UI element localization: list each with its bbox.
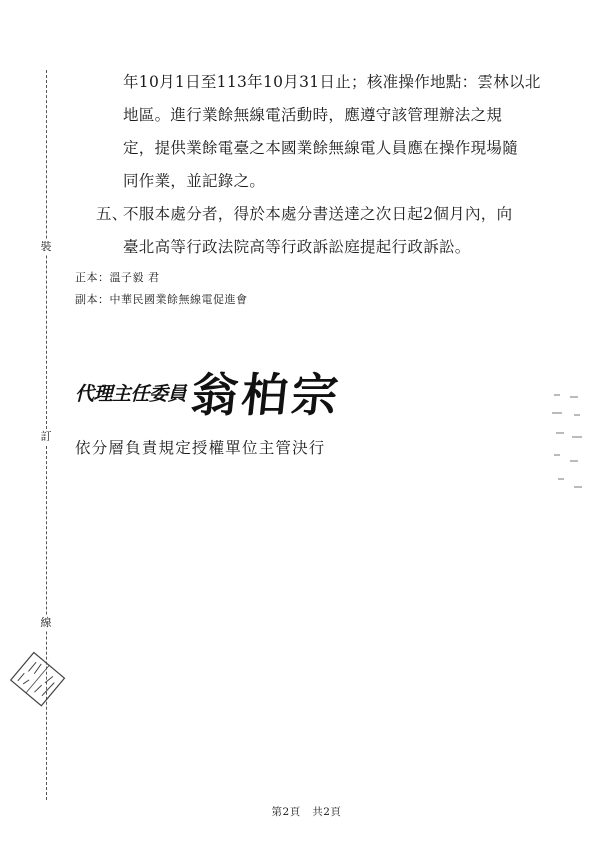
signature-block xyxy=(75,352,345,432)
signatory-name: 翁柏宗 xyxy=(188,368,345,422)
decision-body xyxy=(96,66,566,264)
received-stamp xyxy=(4,644,75,714)
page-footer xyxy=(0,804,613,819)
body-line: 不服本處分者，得於本處分書送達之次日起2個月內，向 xyxy=(123,205,513,223)
body-line: 地區。進行業餘無線電活動時，應遵守該管理辦法之規 xyxy=(123,106,503,124)
body-line: 定，提供業餘電臺之本國業餘無線電人員應在操作現場隨 xyxy=(123,139,519,157)
body-line: 年10月1日至113年10月31日止；核准操作地點：雲林以北 xyxy=(123,73,541,91)
binding-char-zhuang: 裝 xyxy=(38,240,54,254)
original-recipient: 正本：溫子毅 君 xyxy=(75,271,160,284)
page-number: 第2頁 xyxy=(271,806,301,818)
binding-char-ding: 訂 xyxy=(38,430,54,444)
body-line: 同作業，並記錄之。 xyxy=(123,172,266,190)
item-five-text xyxy=(123,198,512,264)
item-five xyxy=(96,198,566,264)
body-line: 臺北高等行政法院高等行政訴訟庭提起行政訴訟。 xyxy=(123,238,471,256)
page-total: 共2頁 xyxy=(312,806,342,818)
item-number: 五、 xyxy=(96,205,128,223)
delegation-note: 依分層負責規定授權單位主管決行 xyxy=(75,439,326,457)
copy-recipient: 副本：中華民國業餘無線電促進會 xyxy=(75,293,248,306)
signatory-title: 代理主任委員 xyxy=(75,382,187,405)
scan-artifact-marks xyxy=(550,390,590,500)
binding-char-xian: 線 xyxy=(38,616,54,630)
